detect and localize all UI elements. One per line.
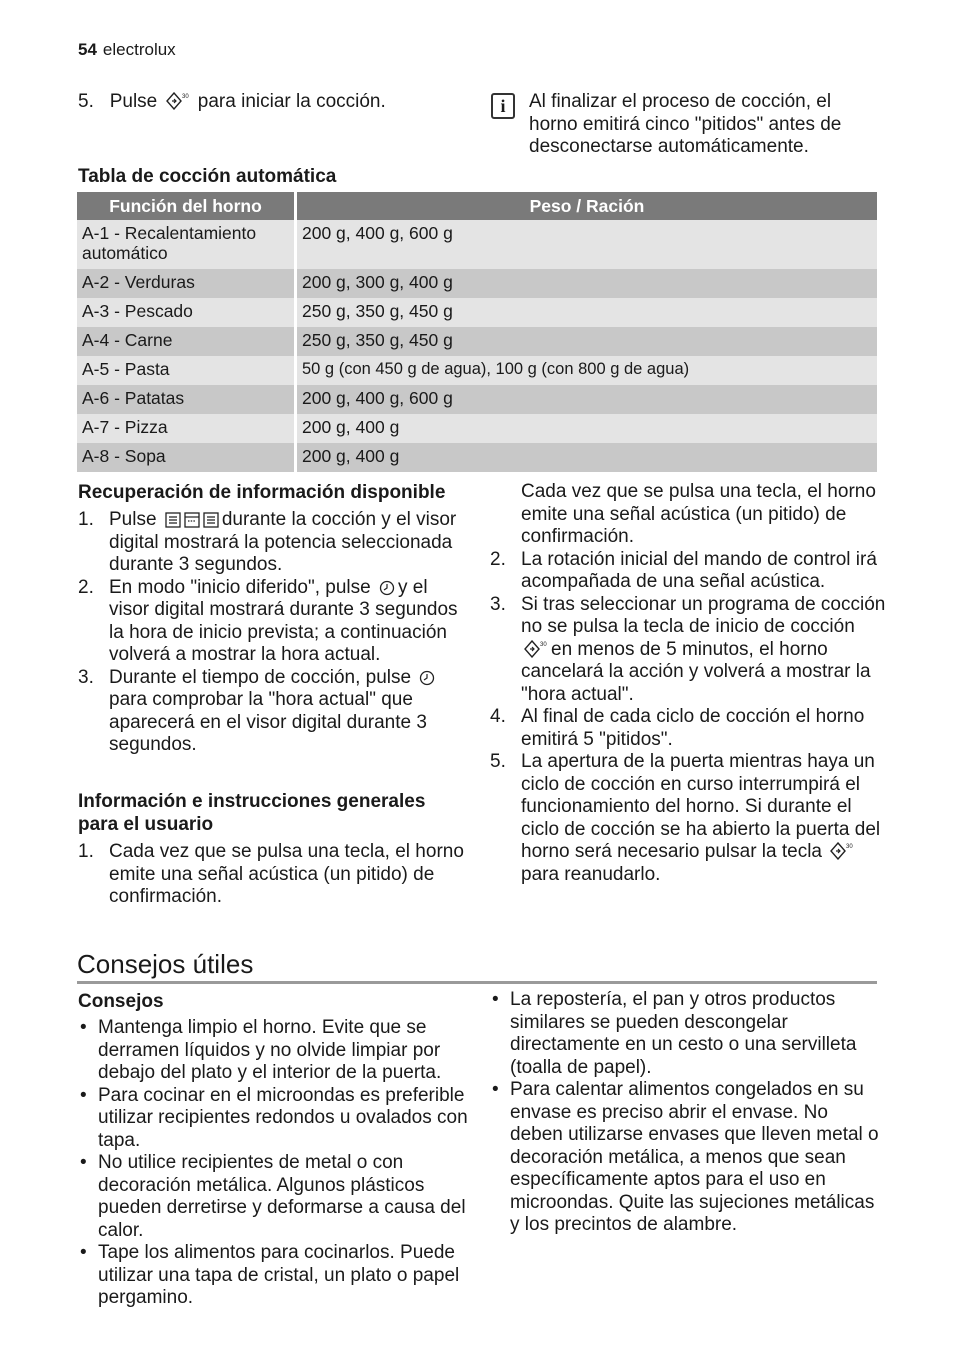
info-note-text: Al finalizar el proceso de cocción, el horno emitirá cinco "pitidos" antes de desconectarse automáticamente. [529, 91, 842, 157]
step-suffix: para iniciar la cocción. [197, 91, 386, 112]
list-item: • Tape los alimentos para cocinarlos. Puede utilizar una tapa de cristal, un plato o papel pergamino. [78, 1242, 470, 1310]
tips-subheading: Consejos [78, 991, 164, 1012]
list-item: • No utilice recipientes de metal o con decoración metálica. Algunos plásticos pueden derretirse y deformarse a causa del calor. [78, 1152, 470, 1242]
general-continuation: Cada vez que se pulsa una tecla, el horno emite una señal acústica (un pitido) de confirmación. [521, 481, 876, 547]
svg-text:30: 30 [181, 94, 189, 100]
list-item: 3. Durante el tiempo de cocción, pulse para comprobar la "hora actual" que aparecerá en el visor digital durante 3 segundos. [78, 667, 470, 757]
recovery-section [78, 481, 470, 757]
tips-left-column [78, 990, 470, 1310]
cell-function: A-5 - Pasta [77, 356, 296, 385]
list-item: 2. La rotación inicial del mando de control irá acompañada de una señal acústica. [490, 548, 877, 592]
cell-function: A-3 - Pescado [77, 298, 296, 327]
list-item: 1. Pulse durante la cocción y el visor digital mostrará la potencia seleccionada durante 3 segundos. [78, 509, 457, 575]
table-row [77, 220, 877, 269]
list-item: 4. Al final de cada ciclo de cocción el horno emitirá 5 "pitidos". [490, 706, 865, 750]
general-right-column [490, 481, 886, 886]
tips-right-list [490, 989, 882, 1237]
general-list [78, 841, 470, 909]
cell-function: A-7 - Pizza [77, 414, 296, 443]
cell-weight: 200 g, 400 g [296, 443, 878, 472]
cell-function: A-2 - Verduras [77, 269, 296, 298]
general-section [78, 790, 470, 909]
list-item: • Mantenga limpio el horno. Evite que se derramen líquidos y no olvide limpiar por debajo del plato y el interior de la puerta. [78, 1017, 470, 1085]
list-item: 2. En modo "inicio diferido", pulse y el visor digital mostrará durante 3 segundos la hora de inicio prevista; a continuación volverá a mostrar la hora actual. [78, 576, 458, 665]
cell-function: A-8 - Sopa [77, 443, 296, 472]
start-icon [830, 842, 854, 860]
table-row [77, 385, 877, 414]
cell-weight: 250 g, 350 g, 450 g [296, 298, 878, 327]
cell-weight: 200 g, 300 g, 400 g [296, 269, 878, 298]
info-icon: i [491, 93, 515, 119]
table-header-weight: Peso / Ración [296, 192, 878, 220]
table-row [77, 356, 877, 385]
cell-function: A-4 - Carne [77, 327, 296, 356]
cell-function: A-1 - Recalentamiento automático [77, 220, 296, 269]
recovery-list [78, 509, 470, 757]
step-number: 5. [78, 91, 94, 112]
table-header-function: Función del horno [77, 192, 296, 220]
section-divider [77, 981, 877, 984]
table-row [77, 443, 877, 472]
brand-name: electrolux [102, 40, 176, 59]
clock-icon [419, 670, 435, 686]
cell-weight: 250 g, 350 g, 450 g [296, 327, 878, 356]
page-number: 54 [78, 40, 97, 59]
table-row [77, 414, 877, 443]
general-title: Información e instrucciones generales para el usuario [78, 791, 426, 835]
section-heading: Consejos útiles [77, 949, 254, 979]
list-item: • La repostería, el pan y otros productos similares se pueden descongelar directamente en un cesto o una servilleta (toalla de papel). [490, 989, 882, 1079]
step-prefix: Pulse [109, 91, 158, 112]
list-item: • Para calentar alimentos congelados en su envase es preciso abrir el envase. No deben utilizarse envases que lleven metal o decoración metálica, a menos que sean específicamente aptos para el uso en microondas. Quite las sujeciones metálicas y los precintos de alambre. [490, 1079, 882, 1237]
start-icon [524, 640, 548, 658]
page-header [78, 40, 176, 60]
tips-right-column [490, 989, 882, 1237]
svg-text:30: 30 [540, 641, 547, 648]
tips-left-list [78, 1017, 470, 1310]
auto-cooking-table [77, 192, 877, 472]
power-level-icon [165, 512, 219, 528]
list-item: 5. La apertura de la puerta mientras haya un ciclo de cocción en curso interrumpirá el funcionamiento del horno. Si durante el ciclo de cocción se ha abierto la puerta del horno será necesario pulsar la tecla 30 para reanudarlo. [490, 751, 881, 885]
cell-weight: 200 g, 400 g [296, 414, 878, 443]
table-title: Tabla de cocción automática [78, 166, 337, 187]
general-right-list [490, 549, 886, 887]
cell-weight: 50 g (con 450 g de agua), 100 g (con 800 g de agua) [296, 356, 878, 385]
clock-icon [379, 580, 395, 596]
table-row [77, 327, 877, 356]
svg-text:30: 30 [846, 844, 853, 850]
table-row [77, 269, 877, 298]
list-item: 1. Cada vez que se pulsa una tecla, el horno emite una señal acústica (un pitido) de confirmación. [78, 841, 464, 907]
step-5 [78, 91, 478, 114]
list-item: 3. Si tras seleccionar un programa de cocción no se pulsa la tecla de inicio de cocción 30 en menos de 5 minutos, el horno cancelará la acción y volverá a mostrar la "hora actual". [490, 593, 886, 705]
table-row [77, 298, 877, 327]
cell-function: A-6 - Patatas [77, 385, 296, 414]
cell-weight: 200 g, 400 g, 600 g [296, 385, 878, 414]
recovery-title: Recuperación de información disponible [78, 482, 446, 503]
start-icon [166, 92, 190, 110]
cell-weight: 200 g, 400 g, 600 g [296, 220, 878, 269]
list-item: • Para cocinar en el microondas es preferible utilizar recipientes redondos u ovalados con tapa. [78, 1085, 470, 1153]
